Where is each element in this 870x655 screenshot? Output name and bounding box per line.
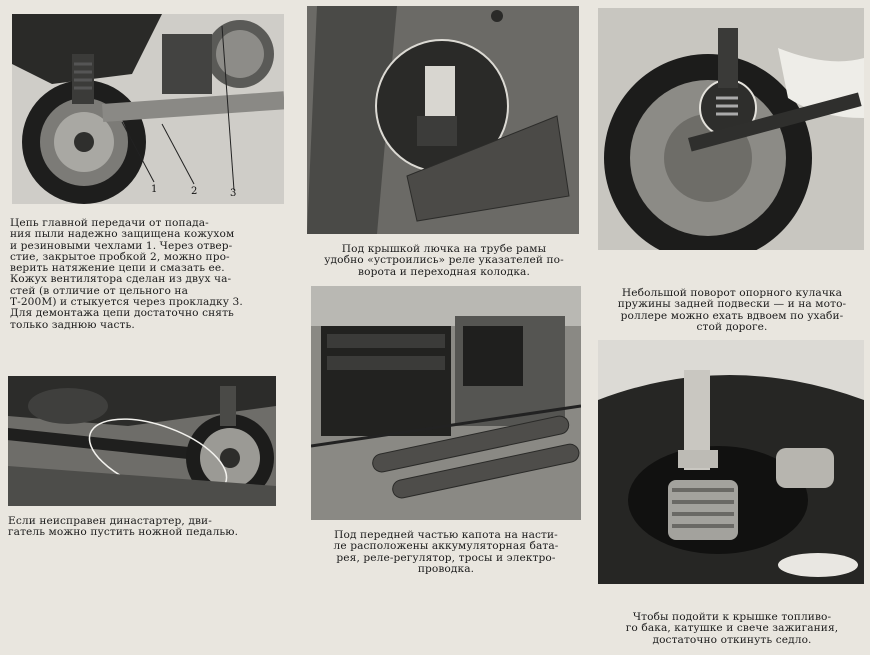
photo-fuel-tank [598, 340, 864, 584]
photo-battery [311, 286, 581, 520]
caption-battery: Под передней частью капота на насти- ле расположены аккумуляторная бата- рея, реле-регулятор, тросы и электро- проводка. [333, 529, 559, 575]
caption-kickstart: Если неисправен династартер, дви- гатель можно пустить ножной педалью. [8, 515, 239, 539]
photo-chain-guard [12, 14, 284, 204]
photo-rear-suspension [598, 8, 864, 250]
caption-rear-suspension: Небольшой поворот опорного кулачка пружины задней подвески — и на мото- роллере можно ехать вдвоем по ухаби- стой дороге. [617, 287, 847, 333]
photo-kickstart [8, 376, 276, 506]
caption-fuel-tank: Чтобы подойти к крышке топливо- го бака, катушке и свече зажигания, достаточно откинуть седло. [625, 611, 839, 646]
caption-chain-guard: Цепь главной передачи от попада- ния пыли надежно защищена кожухом и резиновыми чехлами 1. Через отвер- стие, закрытое пробкой 2, можно про- верить натяжение цепи и смазать ее. Кожух вентилятора сделан из двух ча- стей (в отличие от цельного на Т-200М) и стыкуется через прокладку 3. Для демонтажа цепи достаточно снять только заднюю часть. [10, 217, 243, 331]
callout-1: 1 [151, 184, 158, 195]
callout-3: 3 [230, 188, 237, 199]
photo-relay-hatch [307, 6, 579, 234]
callout-2: 2 [191, 186, 198, 197]
caption-relay-hatch: Под крышкой лючка на трубе рамы удобно «устроились» реле указателей по- ворота и переходная колодка. [324, 243, 564, 278]
